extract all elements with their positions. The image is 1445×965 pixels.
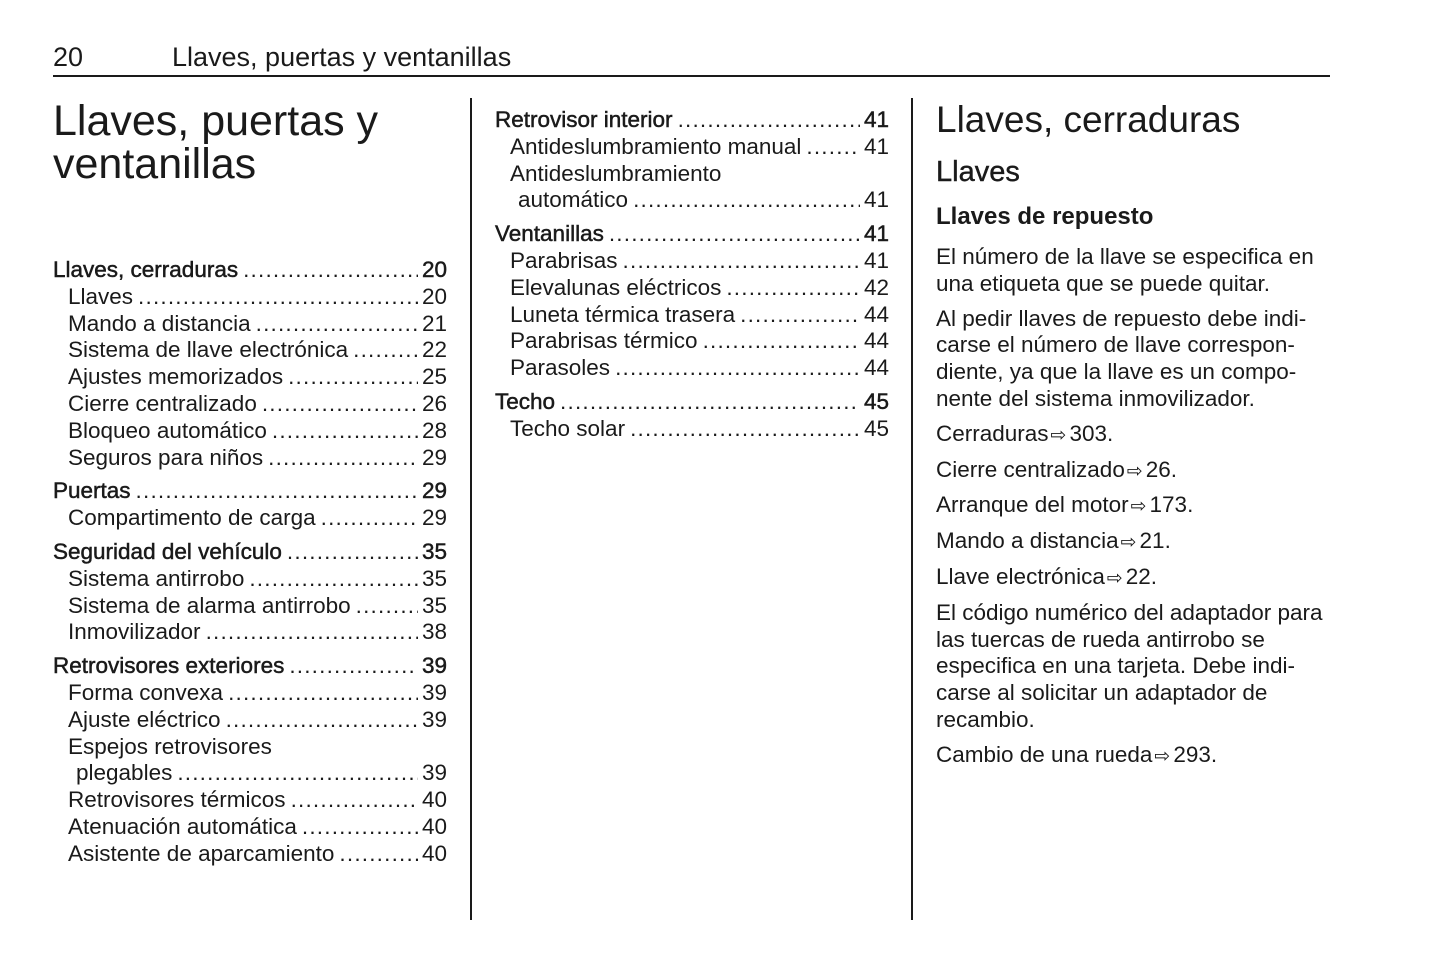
section-heading: Llaves, cerraduras xyxy=(936,99,1241,140)
toc-entry[interactable] xyxy=(53,734,447,761)
toc-entry-label: Asistente de aparcamiento xyxy=(68,840,335,866)
toc-entry-label: Retrovisor interior xyxy=(495,107,673,132)
toc-entry-label: Ajuste eléctrico xyxy=(68,706,221,732)
toc-entry-page: 44 xyxy=(863,328,889,354)
toc-entry[interactable] xyxy=(53,284,447,311)
toc-entry[interactable] xyxy=(495,134,889,161)
cross-reference-text: Cambio de una rueda xyxy=(936,741,1153,767)
toc-entry[interactable] xyxy=(495,328,889,355)
toc-entry-page: 41 xyxy=(863,107,889,132)
toc-leader-dots xyxy=(321,505,418,532)
toc-entry-page: 26 xyxy=(421,390,447,416)
toc-leader-dots xyxy=(356,593,418,620)
toc-entry-label: Seguridad del vehículo xyxy=(53,538,282,564)
cross-reference-wheel-change[interactable] xyxy=(936,742,1336,770)
toc-entry-page: 35 xyxy=(421,565,447,591)
toc-entry-page: 29 xyxy=(421,505,447,531)
toc-entry[interactable] xyxy=(53,364,447,391)
cross-reference-text: Cierre centralizado xyxy=(936,456,1125,482)
toc-entry-label: Forma convexa xyxy=(68,679,224,705)
arrow-right-icon: ⇨ xyxy=(1130,495,1147,518)
toc-leader-dots xyxy=(289,653,418,680)
toc-entry-label: Bloqueo automático xyxy=(68,417,267,443)
toc-leader-dots xyxy=(287,539,418,566)
toc-entry-page: 39 xyxy=(421,706,447,732)
toc-entry[interactable] xyxy=(53,760,447,787)
toc-entry-label: Techo solar xyxy=(510,415,626,441)
toc-entry-main[interactable] xyxy=(53,539,447,566)
toc-leader-dots xyxy=(609,221,860,248)
toc-entry[interactable] xyxy=(495,302,889,329)
toc-entry-page: 39 xyxy=(421,679,447,705)
toc-entry-page: 39 xyxy=(421,760,447,786)
toc-entry-label: Sistema de alarma antirrobo xyxy=(68,592,351,618)
toc-entry-main[interactable] xyxy=(53,478,447,505)
toc-entry-main[interactable] xyxy=(495,221,889,248)
toc-entry[interactable] xyxy=(53,680,447,707)
toc-entry[interactable] xyxy=(495,161,889,188)
toc-leader-dots xyxy=(726,275,860,302)
toc-leader-dots xyxy=(560,389,860,416)
toc-entry-label: Sistema antirrobo xyxy=(68,565,245,591)
toc-entry-label: Llaves xyxy=(68,283,134,309)
toc-entry-page: 28 xyxy=(421,417,447,443)
toc-entry[interactable] xyxy=(53,787,447,814)
arrow-right-icon: ⇨ xyxy=(1120,531,1137,554)
arrow-right-icon: ⇨ xyxy=(1126,459,1143,482)
toc-leader-dots xyxy=(262,391,418,418)
cross-reference-page: 293. xyxy=(1173,741,1218,767)
toc-leader-dots xyxy=(291,787,418,814)
toc-leader-dots xyxy=(206,619,418,646)
toc-entry-label: Elevalunas eléctricos xyxy=(510,274,722,300)
toc-entry-page: 39 xyxy=(421,653,447,679)
cross-reference[interactable] xyxy=(936,421,1336,449)
arrow-right-icon: ⇨ xyxy=(1050,423,1067,446)
toc-entry-label: Cierre centralizado xyxy=(68,390,257,416)
toc-entry[interactable] xyxy=(53,418,447,445)
toc-entry-page: 40 xyxy=(421,813,447,839)
toc-leader-dots xyxy=(272,418,418,445)
toc-entry-page: 44 xyxy=(863,301,889,327)
cross-reference[interactable] xyxy=(936,457,1336,485)
toc-entry[interactable] xyxy=(53,814,447,841)
toc-entry-label: Puertas xyxy=(53,478,131,504)
cross-reference-text: Mando a distancia xyxy=(936,528,1119,554)
cross-reference-page: 173. xyxy=(1149,492,1194,518)
toc-entry[interactable] xyxy=(53,337,447,364)
toc-entry-label: plegables xyxy=(76,760,173,786)
cross-reference-text: Llave electrónica xyxy=(936,563,1105,589)
toc-entry-label: Seguros para niños xyxy=(68,444,264,470)
toc-leader-dots xyxy=(256,311,418,338)
toc-entry[interactable] xyxy=(53,841,447,868)
toc-leader-dots xyxy=(268,445,418,472)
toc-entry-page: 42 xyxy=(863,274,889,300)
toc-entry[interactable] xyxy=(53,445,447,472)
toc-entry-label: Parasoles xyxy=(510,355,611,381)
cross-references xyxy=(936,421,1336,592)
cross-reference[interactable] xyxy=(936,564,1336,592)
toc-entry-label: automático xyxy=(518,187,629,213)
cross-reference-page: 22. xyxy=(1125,563,1158,589)
toc-entry-page: 40 xyxy=(421,840,447,866)
toc-leader-dots xyxy=(177,760,418,787)
toc-leader-dots xyxy=(678,107,860,134)
toc-left-column xyxy=(53,257,447,868)
toc-leader-dots xyxy=(249,566,418,593)
toc-entry-label: Antideslumbramiento xyxy=(510,160,722,186)
toc-entry[interactable] xyxy=(53,619,447,646)
toc-entry[interactable] xyxy=(495,355,889,382)
running-title: Llaves, puertas y ventanillas xyxy=(172,42,512,72)
toc-entry-page: 45 xyxy=(863,415,889,441)
toc-entry-page: 20 xyxy=(421,257,447,282)
toc-entry-page: 22 xyxy=(421,337,447,363)
toc-entry[interactable] xyxy=(53,593,447,620)
toc-entry-label: Retrovisores exteriores xyxy=(53,653,285,679)
subsection-heading: Llaves xyxy=(936,156,1020,188)
toc-entry-label: Techo xyxy=(495,388,556,414)
toc-entry-label: Luneta térmica trasera xyxy=(510,301,736,327)
toc-leader-dots xyxy=(228,680,418,707)
toc-entry-label: Compartimento de carga xyxy=(68,505,316,531)
toc-entry-page: 38 xyxy=(421,619,447,645)
toc-entry-page: 29 xyxy=(421,478,447,504)
arrow-right-icon: ⇨ xyxy=(1154,744,1171,767)
toc-entry-label: Parabrisas térmico xyxy=(510,328,698,354)
paragraph-label-info: El número de la llave se especifica en una etiqueta que se puede quitar. xyxy=(936,244,1314,296)
toc-leader-dots xyxy=(353,337,418,364)
toc-entry-page: 45 xyxy=(863,388,889,414)
cross-reference-text: Arranque del motor xyxy=(936,492,1129,518)
toc-entry-label: Sistema de llave electrónica xyxy=(68,337,349,363)
toc-leader-dots xyxy=(226,707,418,734)
toc-leader-dots xyxy=(136,478,418,505)
toc-middle-column xyxy=(495,107,889,443)
column-divider-2 xyxy=(911,98,913,920)
toc-entry-page: 35 xyxy=(421,538,447,564)
toc-entry-main[interactable] xyxy=(495,389,889,416)
cross-reference-page: 303. xyxy=(1069,420,1114,446)
cross-reference-page: 21. xyxy=(1139,528,1171,554)
toc-entry-main[interactable] xyxy=(495,107,889,134)
toc-entry-main[interactable] xyxy=(53,257,447,284)
toc-entry[interactable] xyxy=(53,505,447,532)
subsubsection-heading: Llaves de repuesto xyxy=(936,203,1154,230)
toc-entry-page: 25 xyxy=(421,364,447,390)
toc-leader-dots xyxy=(806,134,860,161)
toc-entry-page: 41 xyxy=(863,187,889,213)
toc-entry-label: Ventanillas xyxy=(495,221,604,247)
page-number: 20 xyxy=(53,42,84,72)
toc-entry-label: Antideslumbramiento manual xyxy=(510,133,802,159)
toc-entry-label: Llaves, cerraduras xyxy=(53,257,239,282)
toc-entry-page: 41 xyxy=(863,247,889,273)
paragraph-spare-keys: Al pedir llaves de repuesto debe indi-carse el número de llave correspon-diente, ya que la llave es un compo-nente del sistema inmovilizador. xyxy=(936,305,1307,411)
toc-entry[interactable] xyxy=(495,275,889,302)
toc-leader-dots xyxy=(623,248,860,275)
cross-reference[interactable] xyxy=(936,528,1336,556)
toc-entry-page: 41 xyxy=(863,221,889,247)
chapter-title xyxy=(53,97,453,188)
toc-leader-dots xyxy=(302,814,418,841)
toc-entry-page: 41 xyxy=(863,133,889,159)
toc-entry[interactable] xyxy=(495,248,889,275)
toc-entry-label: Espejos retrovisores xyxy=(68,733,272,759)
toc-leader-dots xyxy=(138,284,418,311)
paragraph-wheel-adapter: El código numérico del adaptador para las tuercas de rueda antirrobo se especifica en una tarjeta. Debe indi-carse al solicitar un adaptador de recambio. xyxy=(936,599,1323,732)
toc-entry-label: Atenuación automática xyxy=(68,813,297,839)
toc-entry-page: 20 xyxy=(421,283,447,309)
toc-entry-page: 29 xyxy=(421,444,447,470)
toc-entry[interactable] xyxy=(53,707,447,734)
toc-entry-label: Inmovilizador xyxy=(68,619,201,645)
toc-leader-dots xyxy=(339,841,418,868)
toc-leader-dots xyxy=(243,257,418,284)
toc-entry-page: 35 xyxy=(421,592,447,618)
cross-reference[interactable] xyxy=(936,492,1336,520)
toc-entry[interactable] xyxy=(495,187,889,214)
chapter-title-line-2: ventanillas xyxy=(53,140,257,188)
toc-entry-label: Mando a distancia xyxy=(68,310,251,336)
cross-reference-page: 26. xyxy=(1145,456,1178,482)
column-divider-1 xyxy=(470,98,472,920)
toc-leader-dots xyxy=(633,187,860,214)
toc-entry-label: Ajustes memorizados xyxy=(68,364,284,390)
toc-entry[interactable] xyxy=(53,566,447,593)
toc-entry-page: 40 xyxy=(421,787,447,813)
header-rule xyxy=(53,75,1330,77)
cross-reference-text: Cerraduras xyxy=(936,420,1049,446)
chapter-title-line-1: Llaves, puertas y xyxy=(53,97,379,145)
toc-entry[interactable] xyxy=(495,416,889,443)
toc-entry-page: 21 xyxy=(421,310,447,336)
toc-entry[interactable] xyxy=(53,311,447,338)
toc-entry[interactable] xyxy=(53,391,447,418)
toc-entry-label: Retrovisores térmicos xyxy=(68,787,286,813)
toc-leader-dots xyxy=(740,302,860,329)
arrow-right-icon: ⇨ xyxy=(1106,566,1123,589)
toc-leader-dots xyxy=(630,416,860,443)
toc-entry-page: 44 xyxy=(863,355,889,381)
toc-entry-label: Parabrisas xyxy=(510,247,618,273)
toc-leader-dots xyxy=(288,364,418,391)
toc-entry-main[interactable] xyxy=(53,653,447,680)
section-body xyxy=(936,98,1336,770)
toc-leader-dots xyxy=(703,328,860,355)
toc-leader-dots xyxy=(615,355,860,382)
